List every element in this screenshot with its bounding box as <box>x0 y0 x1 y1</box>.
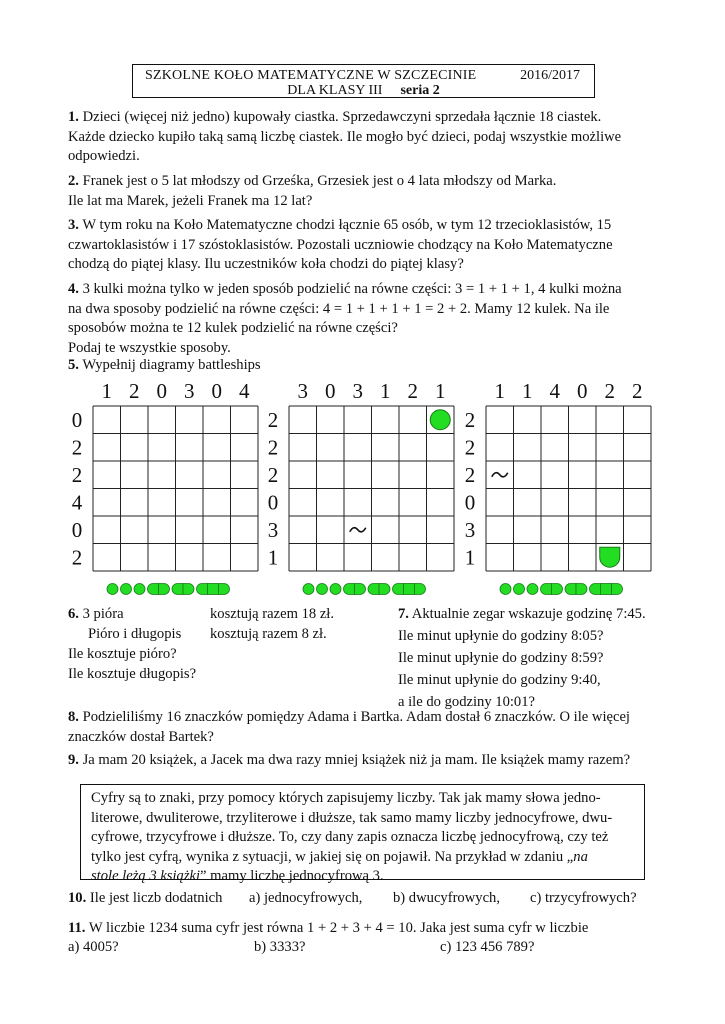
row-clue: 2 <box>464 435 476 460</box>
row-clue: 0 <box>464 490 476 515</box>
column-clue: 0 <box>325 379 336 403</box>
task-5: 5. Wypełnij diagramy battleships <box>68 357 261 373</box>
column-clue: 4 <box>549 379 560 403</box>
header-class: DLA KLASY III seria 2 <box>287 83 440 98</box>
row-clue: 2 <box>71 435 83 460</box>
fleet-ship-segment <box>514 584 525 595</box>
fleet-ship-segment <box>576 584 587 595</box>
column-clue: 3 <box>352 379 363 403</box>
column-clue: 1 <box>494 379 505 403</box>
battleship-diagrams <box>0 375 725 610</box>
fleet-ship-segment <box>107 584 118 595</box>
fleet-ship-segment <box>500 584 511 595</box>
task-8: 8. Podzieliliśmy 16 znaczków pomiędzy Adama i Bartka. Adam dostał 6 znaczków. O ile więcej znaczków dostał Bartek? <box>68 709 630 745</box>
row-clue: 0 <box>71 517 83 542</box>
column-clue: 1 <box>380 379 391 403</box>
task-9: 9. Ja mam 20 książek, a Jacek ma dwa razy mniej książek niż ja mam. Ile książek mamy razem? <box>68 752 631 768</box>
fleet-ship-segment <box>415 584 426 595</box>
row-clue: 0 <box>71 407 83 432</box>
row-clue: 3 <box>464 517 476 542</box>
fleet-ship-segment <box>148 584 159 595</box>
task-2: 2. Franek jest o 5 lat młodszy od Grześka, Grzesiek jest o 4 lata młodszy od Marka. Ile lat ma Marek, jeżeli Franek ma 12 lat? <box>68 173 557 209</box>
row-clue: 0 <box>267 490 279 515</box>
column-clue: 0 <box>577 379 588 403</box>
fleet-ship-segment <box>172 584 183 595</box>
column-clue: 0 <box>211 379 222 403</box>
ship-end-segment <box>600 547 620 567</box>
column-clue: 2 <box>407 379 418 403</box>
fleet-ship-segment <box>183 584 194 595</box>
column-clue: 3 <box>184 379 195 403</box>
header-series: seria 2 <box>400 83 440 98</box>
fleet-ship-segment <box>612 584 623 595</box>
column-clue: 1 <box>101 379 112 403</box>
column-clue: 0 <box>156 379 167 403</box>
digits-info-box: Cyfry są to znaki, przy pomocy których zapisujemy liczby. Tak jak mamy słowa jedno- literowe, dwuliterowe, trzyliterowe i dłuższe, tak samo mamy liczby jednocyfrowe, dwu- cyfrowe, trzycyfrowe i dłuższe. To, czy dany zapis oznacza liczbę jednocyfrową, czy też tylko jest cyfrą, wynika z sytuacji, w jakiej się on pojawił. Na przykład w zdaniu „na stole leżą 3 książki” mamy liczbę jednocyfrową 3. <box>80 784 645 880</box>
fleet-ship-segment <box>344 584 355 595</box>
fleet-ship-segment <box>590 584 601 595</box>
fleet-ship-segment <box>303 584 314 595</box>
fleet-ship-segment <box>368 584 379 595</box>
fleet-ship-segment <box>393 584 404 595</box>
header-year: 2016/2017 <box>520 68 580 83</box>
row-clue: 2 <box>71 545 83 570</box>
fleet-ship-segment <box>219 584 230 595</box>
row-clue: 2 <box>464 407 476 432</box>
task-10: 10. Ile jest liczb dodatnich a) jednocyfrowych, b) dwucyfrowych, c) trzycyfrowych? <box>68 890 637 906</box>
fleet-ship-segment <box>159 584 170 595</box>
fleet-ship-segment <box>197 584 208 595</box>
row-clue: 2 <box>267 435 279 460</box>
fleet-ship-segment <box>379 584 390 595</box>
header-title: SZKOLNE KOŁO MATEMATYCZNE W SZCZECINIE <box>145 68 477 83</box>
column-clue: 2 <box>632 379 643 403</box>
fleet-ship-segment <box>565 584 576 595</box>
row-clue: 2 <box>464 462 476 487</box>
column-clue: 1 <box>435 379 446 403</box>
task-4: 4. 3 kulki można tylko w jeden sposób podzielić na równe części: 3 = 1 + 1 + 1, 4 kulki można na dwa sposoby podzielić na równe części: 4 = 1 + 1 + 1 + 1 = 2 + 2. Mamy 12 kulek. Na ile sposobów można te 12 kulek podzielić na równe części? Podaj te wszystkie sposoby. <box>68 281 622 356</box>
fleet-ship-segment <box>355 584 366 595</box>
row-clue: 1 <box>464 545 476 570</box>
row-clue: 2 <box>267 407 279 432</box>
column-clue: 2 <box>604 379 615 403</box>
task-1: 1. Dzieci (więcej niż jedno) kupowały ciastka. Sprzedawczyni sprzedała łącznie 18 ciastek. Każde dziecko kupiło taką samą liczbę ciastek. Ile mogło być dzieci, podaj wszystkie możliwe odpowiedzi. <box>68 109 622 164</box>
column-clue: 4 <box>239 379 250 403</box>
column-clue: 2 <box>129 379 140 403</box>
water-mark <box>492 473 508 477</box>
fleet-ship-segment <box>527 584 538 595</box>
fleet-ship-segment <box>552 584 563 595</box>
row-clue: 2 <box>71 462 83 487</box>
fleet-ship-segment <box>317 584 328 595</box>
row-clue: 1 <box>267 545 279 570</box>
water-mark <box>350 528 366 532</box>
ship-submarine <box>430 410 450 430</box>
task-11: 11. W liczbie 1234 suma cyfr jest równa 1 + 2 + 3 + 4 = 10. Jaka jest suma cyfr w liczbie a) 4005? b) 3333? c) 123 456 789? <box>68 920 589 955</box>
row-clue: 3 <box>267 517 279 542</box>
worksheet-header <box>132 64 595 98</box>
fleet-ship-segment <box>404 584 415 595</box>
fleet-ship-segment <box>541 584 552 595</box>
fleet-ship-segment <box>121 584 132 595</box>
row-clue: 2 <box>267 462 279 487</box>
column-clue: 3 <box>297 379 308 403</box>
column-clue: 1 <box>522 379 533 403</box>
fleet-ship-segment <box>330 584 341 595</box>
fleet-ship-segment <box>134 584 145 595</box>
fleet-ship-segment <box>208 584 219 595</box>
row-clue: 4 <box>71 490 83 515</box>
task-3: 3. W tym roku na Koło Matematyczne chodzi łącznie 65 osób, w tym 12 trzecioklasistów, 15 czwartoklasistów i 17 szóstoklasistów. Pozostali uczniowie chodzący na Koło Matematyczne chodzą do piątej klasy. Ilu uczestników koła chodzi do piątej klasy? <box>68 217 613 272</box>
fleet-ship-segment <box>601 584 612 595</box>
